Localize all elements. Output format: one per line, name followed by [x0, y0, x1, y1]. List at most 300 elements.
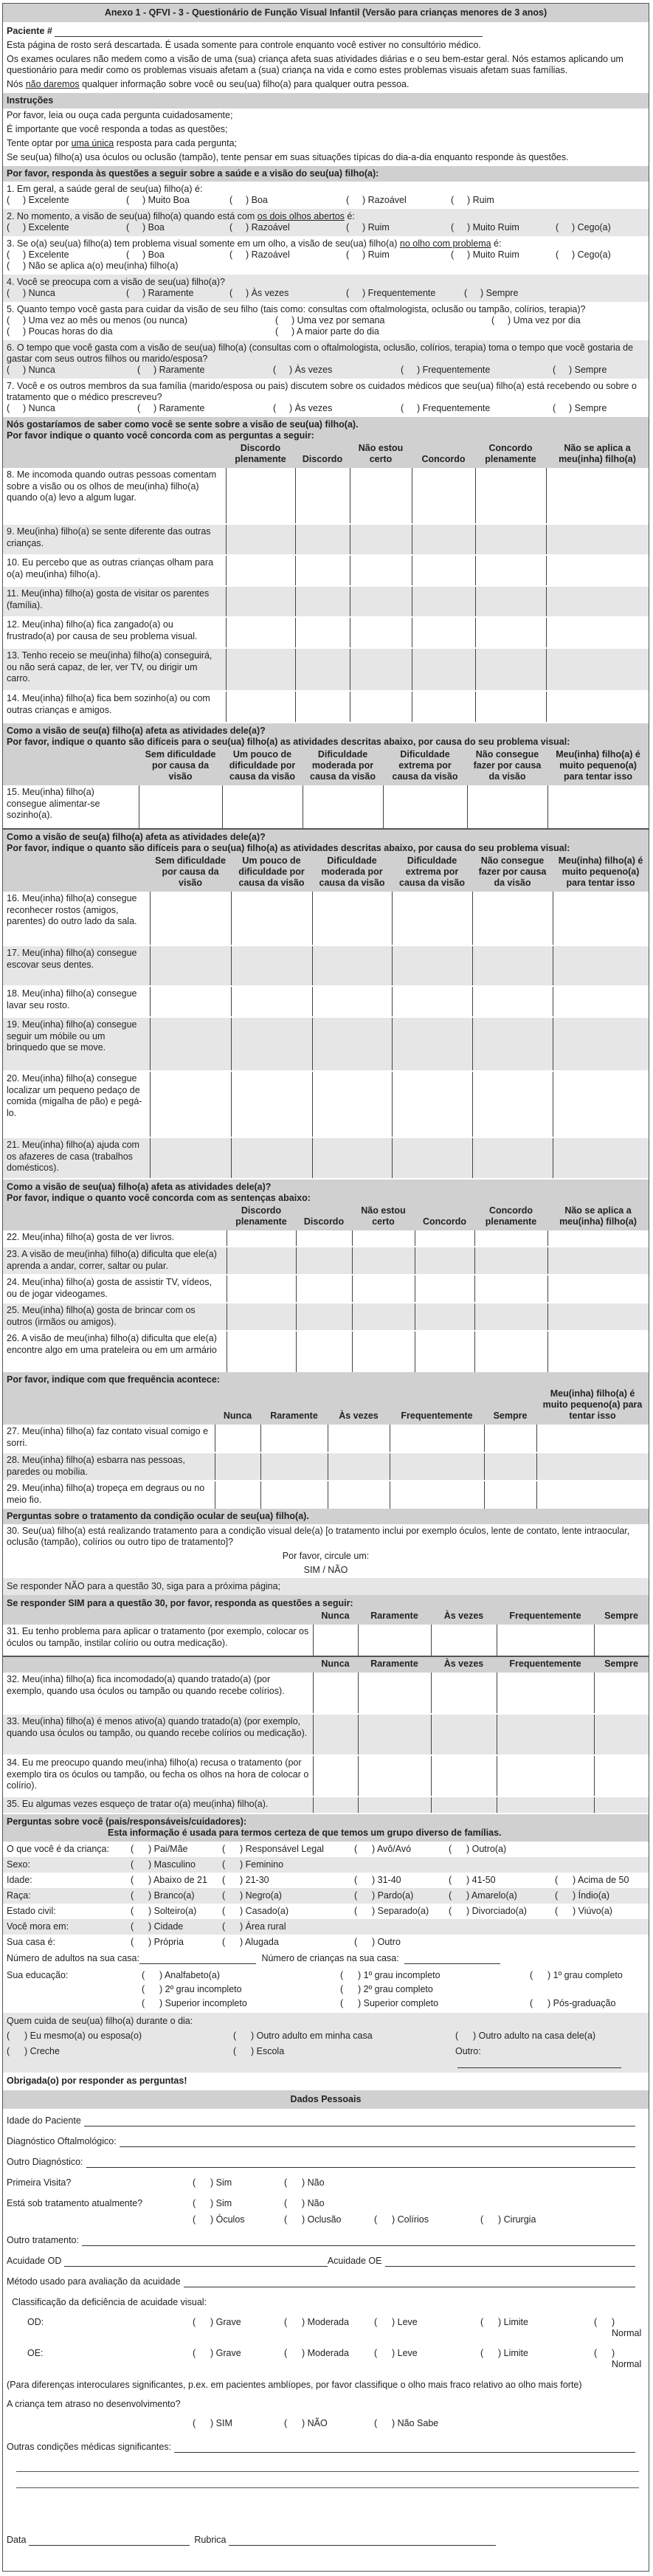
demographic-option[interactable]: ) Outro(a)	[466, 1844, 507, 1854]
patient-number-field[interactable]	[55, 27, 483, 37]
answer-cell[interactable]	[296, 1331, 352, 1372]
demographic-option[interactable]: ) Casado(a)	[240, 1906, 289, 1916]
question-3-option-not-applicable[interactable]	[7, 261, 645, 272]
answer-cell[interactable]	[474, 1303, 547, 1331]
education-option[interactable]: ) Superior completo	[358, 1998, 439, 2008]
patient-age-field[interactable]	[84, 2117, 635, 2126]
option-paren[interactable]: (	[555, 1875, 559, 1885]
answer-cell[interactable]	[536, 1425, 649, 1453]
answer-cell[interactable]	[226, 586, 295, 617]
answer-cell[interactable]	[350, 691, 412, 722]
demographic-option[interactable]: ) Área rural	[240, 1921, 286, 1932]
option-paren[interactable]: (	[354, 1844, 358, 1854]
option-paren[interactable]: (	[131, 1921, 134, 1932]
answer-cell[interactable]	[431, 1673, 497, 1714]
answer-option[interactable]	[229, 222, 346, 233]
option-paren[interactable]: (	[449, 1890, 452, 1901]
option-paren[interactable]: (	[222, 1875, 226, 1885]
answer-cell[interactable]	[475, 648, 546, 691]
option-paren[interactable]: (	[131, 1844, 134, 1854]
answer-cell[interactable]	[227, 1303, 296, 1331]
option-paren[interactable]: (	[449, 1906, 452, 1916]
answer-cell[interactable]	[313, 1755, 358, 1797]
answer-option[interactable]	[346, 195, 451, 206]
answer-cell[interactable]	[350, 586, 412, 617]
option-paren[interactable]: (	[455, 2031, 459, 2041]
answer-cell[interactable]	[594, 1673, 649, 1714]
option-paren[interactable]: (	[284, 2418, 288, 2428]
od-grade-option[interactable]: ) Grave	[210, 2317, 241, 2327]
option-paren[interactable]: (	[222, 1859, 226, 1870]
answer-option[interactable]	[346, 249, 451, 261]
answer-cell[interactable]	[392, 946, 472, 986]
answer-cell[interactable]	[227, 1275, 296, 1303]
answer-cell[interactable]	[467, 785, 547, 828]
option-paren[interactable]: (	[193, 2177, 196, 2188]
option-paren[interactable]: (	[142, 1998, 145, 2008]
answer-cell[interactable]	[472, 1017, 553, 1071]
answer-cell[interactable]	[472, 1071, 553, 1137]
oe-grade-option[interactable]: ) Grave	[210, 2348, 241, 2358]
answer-cell[interactable]	[215, 1425, 260, 1453]
answer-cell[interactable]	[472, 892, 553, 946]
answer-cell[interactable]	[412, 691, 475, 722]
answer-cell[interactable]	[594, 1714, 649, 1755]
answer-cell[interactable]	[295, 524, 350, 555]
answer-cell[interactable]	[392, 1017, 472, 1071]
answer-cell[interactable]	[415, 1247, 474, 1275]
demographic-option[interactable]: ) Avô/Avó	[372, 1844, 412, 1854]
daycare-other-field[interactable]	[457, 2059, 621, 2068]
demographic-option[interactable]: ) Outro	[372, 1937, 401, 1947]
answer-cell[interactable]	[313, 1673, 358, 1714]
answer-cell[interactable]	[412, 586, 475, 617]
answer-option[interactable]	[451, 222, 556, 233]
answer-cell[interactable]	[484, 1453, 536, 1481]
answer-cell[interactable]	[226, 524, 295, 555]
answer-cell[interactable]	[594, 1625, 649, 1656]
under-treatment-yes[interactable]: ) Sim	[210, 2198, 232, 2208]
answer-option[interactable]	[229, 249, 346, 261]
answer-cell[interactable]	[431, 1755, 497, 1797]
answer-cell[interactable]	[312, 1137, 392, 1178]
answer-cell[interactable]	[352, 1275, 415, 1303]
answer-cell[interactable]	[226, 617, 295, 648]
answer-cell[interactable]	[215, 1453, 260, 1481]
delay-option[interactable]: ) NÃO	[302, 2418, 328, 2428]
answer-option[interactable]	[451, 249, 556, 261]
treatment-type-option[interactable]: ) Colírios	[392, 2214, 429, 2225]
option-paren[interactable]: (	[594, 2317, 598, 2327]
option-paren[interactable]: (	[354, 1937, 358, 1947]
oe-grade-option[interactable]: ) Moderada	[302, 2348, 349, 2358]
answer-option[interactable]	[7, 326, 275, 337]
answer-cell[interactable]	[295, 555, 350, 586]
option-paren[interactable]: (	[193, 2348, 196, 2358]
demographic-option[interactable]: ) Amarelo(a)	[466, 1890, 517, 1901]
option-paren[interactable]: (	[480, 2317, 484, 2327]
answer-cell[interactable]	[546, 691, 649, 722]
answer-cell[interactable]	[475, 691, 546, 722]
answer-cell[interactable]	[547, 1275, 649, 1303]
option-paren[interactable]: (	[222, 1921, 226, 1932]
answer-cell[interactable]	[497, 1714, 594, 1755]
answer-option[interactable]	[7, 249, 126, 261]
answer-cell[interactable]	[475, 468, 546, 524]
answer-cell[interactable]	[358, 1755, 431, 1797]
demographic-option[interactable]: ) Viúvo(a)	[573, 1906, 612, 1916]
answer-cell[interactable]	[392, 892, 472, 946]
od-grade-option[interactable]: ) Leve	[392, 2317, 418, 2327]
option-paren[interactable]: (	[7, 2031, 10, 2041]
answer-cell[interactable]	[296, 1275, 352, 1303]
demographic-option[interactable]: ) Negro(a)	[240, 1890, 282, 1901]
answer-option[interactable]	[346, 222, 451, 233]
answer-cell[interactable]	[328, 1453, 390, 1481]
option-paren[interactable]: (	[131, 1875, 134, 1885]
answer-cell[interactable]	[312, 986, 392, 1017]
answer-cell[interactable]	[546, 524, 649, 555]
education-option[interactable]: ) Pós-graduação	[547, 1998, 616, 2008]
option-paren[interactable]: (	[480, 2214, 484, 2225]
answer-option[interactable]	[273, 365, 401, 376]
other-treatment-field[interactable]	[82, 2236, 635, 2246]
daycare-option[interactable]: ) Eu mesmo(a) ou esposa(o)	[24, 2031, 142, 2041]
option-paren[interactable]: (	[193, 2214, 196, 2225]
answer-option[interactable]	[137, 403, 273, 414]
answer-cell[interactable]	[352, 1331, 415, 1372]
answer-cell[interactable]	[295, 586, 350, 617]
answer-cell[interactable]	[260, 1425, 328, 1453]
demographic-option[interactable]: ) Cidade	[148, 1921, 184, 1932]
answer-cell[interactable]	[227, 1331, 296, 1372]
answer-cell[interactable]	[352, 1303, 415, 1331]
demographic-option[interactable]: ) Divorciado(a)	[466, 1906, 527, 1916]
education-option[interactable]: ) 2º grau completo	[358, 1984, 433, 1994]
answer-cell[interactable]	[260, 1481, 328, 1509]
option-paren[interactable]: (	[131, 1937, 134, 1947]
answer-cell[interactable]	[390, 1481, 484, 1509]
option-paren[interactable]: (	[374, 2214, 378, 2225]
od-grade-option[interactable]: ) Limite	[498, 2317, 528, 2327]
answer-cell[interactable]	[296, 1303, 352, 1331]
option-paren[interactable]: (	[284, 2317, 288, 2327]
answer-cell[interactable]	[260, 1453, 328, 1481]
demographic-option[interactable]: ) Própria	[148, 1937, 184, 1947]
answer-cell[interactable]	[553, 1137, 649, 1178]
answer-cell[interactable]	[150, 986, 231, 1017]
answer-cell[interactable]	[547, 1303, 649, 1331]
option-paren[interactable]: (	[222, 1844, 226, 1854]
answer-option[interactable]	[126, 222, 229, 233]
option-paren[interactable]: (	[193, 2198, 196, 2208]
answer-cell[interactable]	[222, 785, 303, 828]
acuity-method-field[interactable]	[184, 2278, 635, 2287]
answer-cell[interactable]	[392, 1071, 472, 1137]
answer-option[interactable]	[126, 288, 229, 299]
answer-cell[interactable]	[553, 986, 649, 1017]
education-option[interactable]: ) Analfabeto(a)	[159, 1970, 220, 1980]
signature-field[interactable]	[229, 2536, 496, 2546]
answer-cell[interactable]	[312, 1017, 392, 1071]
answer-cell[interactable]	[412, 468, 475, 524]
oe-grade-option[interactable]: ) Limite	[498, 2348, 528, 2358]
daycare-option[interactable]: ) Outro adulto na casa dele(a)	[473, 2031, 596, 2041]
option-paren[interactable]: (	[131, 1890, 134, 1901]
answer-cell[interactable]	[227, 1230, 296, 1247]
answer-cell[interactable]	[484, 1425, 536, 1453]
children-count-field[interactable]	[404, 1955, 500, 1964]
answer-cell[interactable]	[358, 1673, 431, 1714]
answer-cell[interactable]	[472, 1137, 553, 1178]
answer-cell[interactable]	[415, 1275, 474, 1303]
answer-cell[interactable]	[475, 617, 546, 648]
answer-cell[interactable]	[383, 785, 467, 828]
first-visit-no[interactable]: ) Não	[302, 2177, 325, 2188]
option-paren[interactable]: (	[193, 2418, 196, 2428]
demographic-option[interactable]: ) Responsável Legal	[240, 1844, 324, 1854]
answer-cell[interactable]	[497, 1755, 594, 1797]
answer-cell[interactable]	[497, 1625, 594, 1656]
option-paren[interactable]: (	[555, 1906, 559, 1916]
answer-cell[interactable]	[358, 1797, 431, 1813]
answer-cell[interactable]	[412, 617, 475, 648]
option-paren[interactable]: (	[354, 1890, 358, 1901]
answer-option[interactable]	[229, 288, 346, 299]
answer-cell[interactable]	[546, 555, 649, 586]
answer-option[interactable]	[275, 326, 491, 337]
option-paren[interactable]: (	[233, 2046, 237, 2056]
option-paren[interactable]: (	[7, 2046, 10, 2056]
answer-cell[interactable]	[150, 1137, 231, 1178]
answer-cell[interactable]	[484, 1481, 536, 1509]
option-paren[interactable]: (	[233, 2031, 237, 2041]
option-paren[interactable]: (	[222, 1906, 226, 1916]
answer-cell[interactable]	[358, 1714, 431, 1755]
answer-cell[interactable]	[358, 1625, 431, 1656]
answer-cell[interactable]	[392, 1137, 472, 1178]
answer-option[interactable]	[7, 365, 137, 376]
answer-cell[interactable]	[231, 1137, 312, 1178]
acuity-oe-field[interactable]	[385, 2257, 636, 2267]
other-conditions-line[interactable]	[16, 2456, 639, 2472]
answer-cell[interactable]	[594, 1755, 649, 1797]
other-conditions-field[interactable]	[174, 2443, 635, 2453]
od-grade-option[interactable]: ) Normal	[612, 2317, 642, 2338]
answer-cell[interactable]	[150, 1071, 231, 1137]
answer-cell[interactable]	[231, 946, 312, 986]
answer-cell[interactable]	[546, 586, 649, 617]
answer-cell[interactable]	[390, 1453, 484, 1481]
answer-option[interactable]	[556, 249, 644, 261]
diagnosis-field[interactable]	[120, 2138, 635, 2147]
education-option[interactable]: ) 1º grau completo	[547, 1970, 623, 1980]
answer-cell[interactable]	[536, 1481, 649, 1509]
answer-cell[interactable]	[226, 648, 295, 691]
answer-cell[interactable]	[231, 1071, 312, 1137]
option-paren[interactable]: (	[374, 2348, 378, 2358]
answer-cell[interactable]	[472, 986, 553, 1017]
answer-cell[interactable]	[431, 1714, 497, 1755]
answer-cell[interactable]	[546, 617, 649, 648]
answer-cell[interactable]	[231, 986, 312, 1017]
answer-cell[interactable]	[227, 1247, 296, 1275]
option-paren[interactable]: (	[222, 1937, 226, 1947]
treatment-type-option[interactable]: ) Cirurgia	[498, 2214, 536, 2225]
answer-cell[interactable]	[215, 1481, 260, 1509]
answer-option[interactable]	[137, 365, 273, 376]
answer-cell[interactable]	[415, 1303, 474, 1331]
answer-option[interactable]	[464, 288, 553, 299]
answer-cell[interactable]	[231, 892, 312, 946]
demographic-option[interactable]: ) Índio(a)	[573, 1890, 610, 1901]
answer-cell[interactable]	[350, 524, 412, 555]
treatment-type-option[interactable]: ) Óculos	[210, 2214, 245, 2225]
demographic-option[interactable]: ) Pardo(a)	[372, 1890, 414, 1901]
sim-nao-choice[interactable]: SIM / NÃO	[303, 1565, 348, 1575]
option-paren[interactable]: (	[131, 1906, 134, 1916]
answer-option[interactable]	[491, 315, 639, 326]
answer-cell[interactable]	[547, 785, 649, 828]
answer-cell[interactable]	[475, 524, 546, 555]
option-paren[interactable]: (	[142, 1970, 145, 1980]
option-paren[interactable]: (	[131, 1859, 134, 1870]
answer-option[interactable]	[451, 195, 539, 206]
answer-cell[interactable]	[497, 1673, 594, 1714]
delay-option[interactable]: ) SIM	[210, 2418, 232, 2428]
treatment-type-option[interactable]: ) Oclusão	[302, 2214, 342, 2225]
answer-option[interactable]	[7, 222, 126, 233]
option-paren[interactable]: (	[374, 2418, 378, 2428]
other-diagnosis-field[interactable]	[86, 2158, 635, 2168]
answer-cell[interactable]	[474, 1275, 547, 1303]
answer-cell[interactable]	[474, 1331, 547, 1372]
answer-option[interactable]	[553, 365, 641, 376]
answer-option[interactable]	[7, 195, 126, 206]
answer-cell[interactable]	[392, 986, 472, 1017]
option-paren[interactable]: (	[449, 1844, 452, 1854]
answer-cell[interactable]	[295, 648, 350, 691]
answer-cell[interactable]	[594, 1797, 649, 1813]
answer-cell[interactable]	[226, 691, 295, 722]
first-visit-yes[interactable]: ) Sim	[210, 2177, 232, 2188]
answer-cell[interactable]	[313, 1714, 358, 1755]
answer-cell[interactable]	[547, 1247, 649, 1275]
other-conditions-line[interactable]	[16, 2472, 639, 2488]
answer-cell[interactable]	[328, 1481, 390, 1509]
answer-cell[interactable]	[536, 1453, 649, 1481]
option-paren[interactable]: (	[284, 2198, 288, 2208]
answer-cell[interactable]	[312, 892, 392, 946]
answer-option[interactable]	[7, 315, 275, 326]
answer-cell[interactable]	[312, 946, 392, 986]
answer-cell[interactable]	[553, 892, 649, 946]
answer-cell[interactable]	[313, 1797, 358, 1813]
answer-cell[interactable]	[553, 1017, 649, 1071]
delay-option[interactable]: ) Não Sabe	[392, 2418, 439, 2428]
answer-option[interactable]	[273, 403, 401, 414]
answer-cell[interactable]	[350, 617, 412, 648]
demographic-option[interactable]: ) 41-50	[466, 1875, 496, 1885]
answer-cell[interactable]	[546, 648, 649, 691]
answer-option[interactable]	[229, 195, 346, 206]
option-paren[interactable]: (	[340, 1984, 344, 1994]
answer-cell[interactable]	[475, 555, 546, 586]
answer-cell[interactable]	[150, 1017, 231, 1071]
answer-option[interactable]	[553, 403, 641, 414]
answer-cell[interactable]	[546, 468, 649, 524]
option-paren[interactable]: (	[594, 2348, 598, 2358]
answer-cell[interactable]	[296, 1230, 352, 1247]
answer-cell[interactable]	[303, 785, 383, 828]
daycare-option[interactable]: ) Outro adulto em minha casa	[251, 2031, 373, 2041]
demographic-option[interactable]: ) Feminino	[240, 1859, 284, 1870]
answer-cell[interactable]	[150, 892, 231, 946]
demographic-option[interactable]: ) Acima de 50	[573, 1875, 629, 1885]
option-paren[interactable]: (	[354, 1875, 358, 1885]
answer-cell[interactable]	[474, 1230, 547, 1247]
demographic-option[interactable]: ) Abaixo de 21	[148, 1875, 207, 1885]
option-paren[interactable]: (	[354, 1906, 358, 1916]
answer-cell[interactable]	[313, 1625, 358, 1656]
answer-cell[interactable]	[412, 648, 475, 691]
answer-option[interactable]	[7, 288, 126, 299]
option-paren[interactable]: (	[284, 2177, 288, 2188]
demographic-option[interactable]: ) Masculino	[148, 1859, 196, 1870]
demographic-option[interactable]: ) Branco(a)	[148, 1890, 195, 1901]
answer-option[interactable]	[126, 249, 229, 261]
option-paren[interactable]: (	[530, 1998, 533, 2008]
demographic-option[interactable]: ) 21-30	[240, 1875, 269, 1885]
answer-cell[interactable]	[415, 1331, 474, 1372]
answer-cell[interactable]	[328, 1425, 390, 1453]
answer-option[interactable]	[401, 365, 553, 376]
answer-option[interactable]	[556, 222, 644, 233]
demographic-option[interactable]: ) Alugada	[240, 1937, 279, 1947]
answer-cell[interactable]	[226, 555, 295, 586]
answer-cell[interactable]	[547, 1230, 649, 1247]
answer-cell[interactable]	[352, 1230, 415, 1247]
answer-cell[interactable]	[412, 555, 475, 586]
education-option[interactable]: ) 2º grau incompleto	[159, 1984, 242, 1994]
answer-cell[interactable]	[350, 555, 412, 586]
option-paren[interactable]: (	[222, 1890, 226, 1901]
oe-grade-option[interactable]: ) Leve	[392, 2348, 418, 2358]
answer-cell[interactable]	[295, 617, 350, 648]
answer-cell[interactable]	[231, 1017, 312, 1071]
option-paren[interactable]: (	[449, 1875, 452, 1885]
option-paren[interactable]: (	[284, 2348, 288, 2358]
demographic-option[interactable]: ) Separado(a)	[372, 1906, 429, 1916]
daycare-option[interactable]: ) Creche	[24, 2046, 60, 2056]
answer-cell[interactable]	[390, 1425, 484, 1453]
option-paren[interactable]: (	[340, 1970, 344, 1980]
answer-cell[interactable]	[547, 1331, 649, 1372]
answer-cell[interactable]	[415, 1230, 474, 1247]
answer-cell[interactable]	[412, 524, 475, 555]
od-grade-option[interactable]: ) Moderada	[302, 2317, 349, 2327]
answer-cell[interactable]	[497, 1797, 594, 1813]
option-paren[interactable]: (	[193, 2317, 196, 2327]
answer-option[interactable]	[7, 403, 137, 414]
demographic-option[interactable]: ) Pai/Mãe	[148, 1844, 188, 1854]
answer-cell[interactable]	[472, 946, 553, 986]
answer-cell[interactable]	[312, 1071, 392, 1137]
answer-cell[interactable]	[553, 946, 649, 986]
answer-cell[interactable]	[350, 468, 412, 524]
daycare-option[interactable]: ) Escola	[251, 2046, 285, 2056]
demographic-option[interactable]: ) 31-40	[372, 1875, 401, 1885]
